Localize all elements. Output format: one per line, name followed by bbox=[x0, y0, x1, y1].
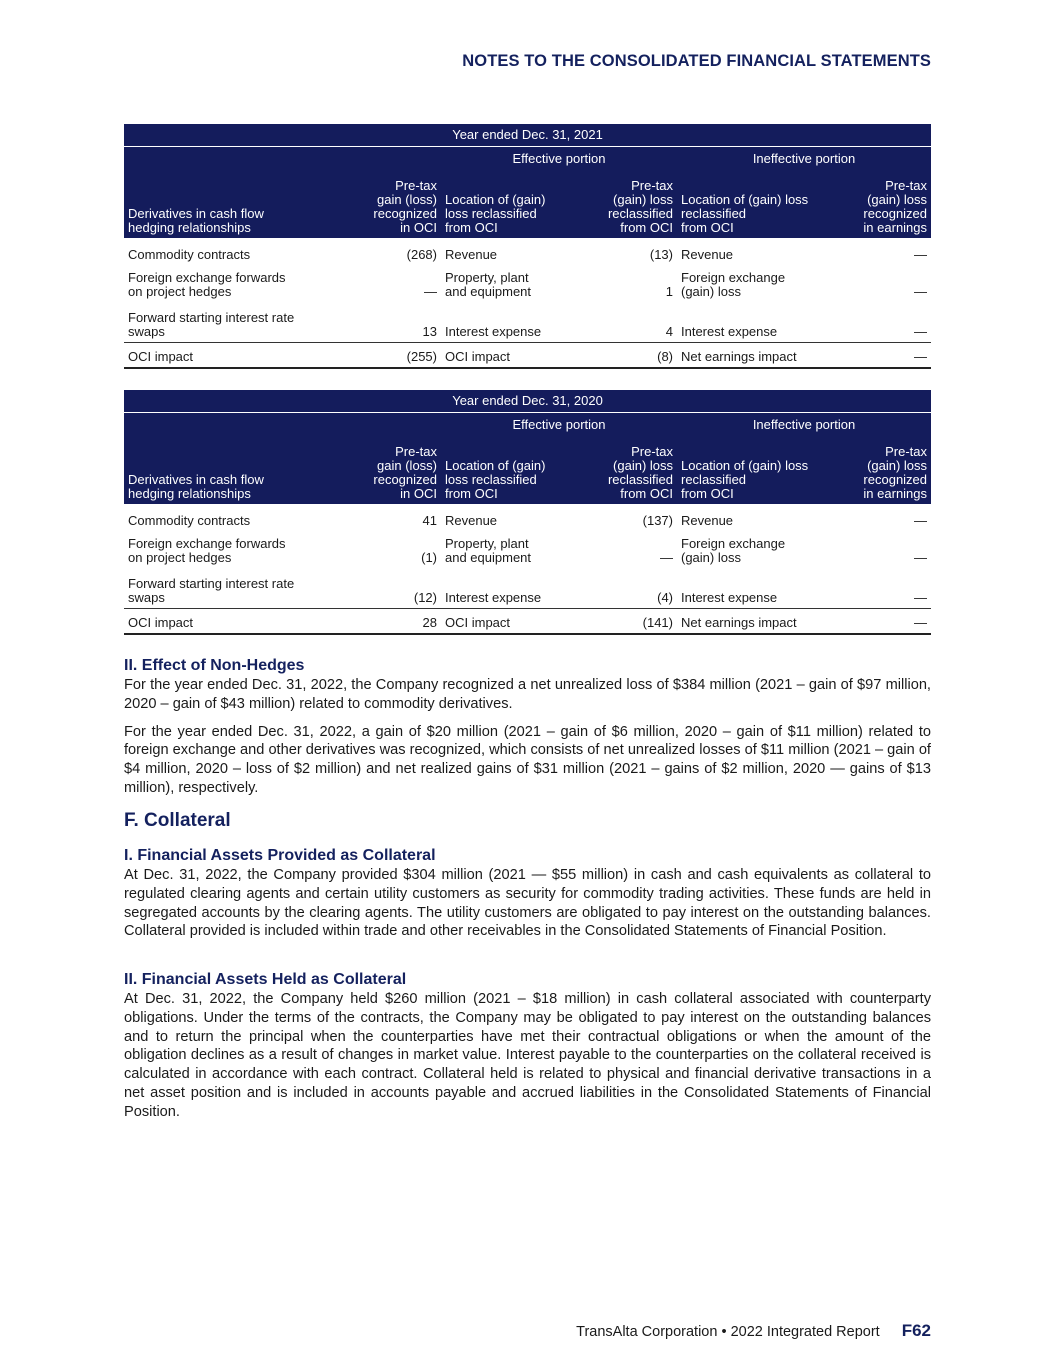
cash-flow-hedge-table-2020 bbox=[124, 390, 931, 635]
table-cell: OCI impact bbox=[124, 342, 360, 368]
table-row bbox=[124, 504, 931, 531]
collateral-provided-paragraph: At Dec. 31, 2022, the Company provided $304 million (2021 — $55 million) in cash and cash equivalents as collateral to regulated clearing agents and certain utility customers as security for commodity trading activities. These funds are held in segregated accounts by the clearing agents. The utility customers are obligated to pay interest on the outstanding balances. Collateral provided is included within trade and other receivables in the Consolidated Statements of Financial Position. bbox=[124, 867, 931, 940]
column-header: Pre-tax (gain) loss reclassified from OCI bbox=[596, 437, 677, 504]
ineffective-portion-label: Ineffective portion bbox=[677, 146, 931, 171]
table-year-label: Year ended Dec. 31, 2021 bbox=[124, 124, 931, 146]
table-cell: — bbox=[914, 323, 928, 339]
non-hedges-paragraph-2: For the year ended Dec. 31, 2022, a gain of $20 million (2021 – gain of $6 million, 2020 – gain of $11 million) related to foreign exchange and other derivatives was recognized, which consists of net unrealized losses of $11 million (2021 – gain of $4 million, 2020 – loss of $2 million) and net realized gains of $31 million (2021 – gains of $2 million, 2020 — gains of $13 million), respectively. bbox=[124, 723, 931, 796]
collateral-held-section bbox=[124, 970, 931, 1131]
effective-portion-label: Effective portion bbox=[441, 412, 677, 437]
table-cell: — bbox=[660, 550, 673, 565]
page-header-title: NOTES TO THE CONSOLIDATED FINANCIAL STATEMENTS bbox=[462, 52, 931, 70]
table-row bbox=[124, 531, 931, 568]
table-cell: (141) bbox=[596, 608, 677, 634]
non-hedges-section bbox=[124, 656, 931, 807]
column-header: Pre-tax gain (loss) recognized in OCI bbox=[360, 171, 441, 238]
table-cell: OCI impact bbox=[441, 608, 596, 634]
table-cell: 41 bbox=[422, 513, 437, 528]
table-cell: (137) bbox=[642, 513, 673, 528]
table-cell: Revenue bbox=[445, 247, 498, 262]
page-number: F62 bbox=[901, 1321, 931, 1340]
collateral-provided-section bbox=[124, 846, 931, 950]
column-header: Location of (gain) loss reclassified from OCI bbox=[677, 437, 845, 504]
table-cell: — bbox=[845, 342, 931, 368]
column-header: Pre-tax (gain) loss recognized in earnings bbox=[845, 171, 931, 238]
table-cell: — bbox=[914, 589, 928, 605]
table-cell: OCI impact bbox=[124, 608, 360, 634]
page-footer bbox=[576, 1321, 931, 1341]
column-header: Location of (gain) loss reclassified from OCI bbox=[677, 171, 845, 238]
table-cell: 4 bbox=[665, 323, 673, 339]
collateral-held-paragraph: At Dec. 31, 2022, the Company held $260 million (2021 – $18 million) in cash collateral associated with counterparty obligations. Under the terms of the contracts, the Company may be obligated to pay interest on the outstanding balances and to return the principal when the counterparties have met their contractual obligations or when the amount of the obligation declines as a result of changes in market value. Interest payable to the counterparties on the collateral received is calculated in accordance with each contract. Collateral held is related to physical and financial derivative transactions in a net asset position and is included in accounts payable and accrued liabilities in the Consolidated Statements of Financial Position. bbox=[124, 991, 931, 1120]
table-cell: 13 bbox=[422, 323, 437, 339]
table-cell: Revenue bbox=[445, 513, 498, 528]
table-row bbox=[124, 238, 931, 265]
column-header: Derivatives in cash flow hedging relationships bbox=[124, 437, 360, 504]
table-cell: Revenue bbox=[681, 247, 734, 262]
table-cell: Foreign exchange forwards on project hedges bbox=[128, 270, 286, 299]
column-header: Derivatives in cash flow hedging relationships bbox=[124, 171, 360, 238]
table-cell: — bbox=[914, 513, 928, 528]
table-cell: Commodity contracts bbox=[128, 513, 251, 528]
table-cell: Foreign exchange (gain) loss bbox=[681, 270, 786, 299]
table-cell: (255) bbox=[360, 342, 441, 368]
table-cell: — bbox=[914, 284, 928, 299]
table-cell: (1) bbox=[421, 550, 437, 565]
hedge-table bbox=[124, 124, 931, 369]
table-row bbox=[124, 265, 931, 302]
table-cell: Property, plant and equipment bbox=[445, 270, 532, 299]
table-total-row bbox=[124, 342, 931, 368]
table-cell: Revenue bbox=[681, 513, 734, 528]
table-cell: Foreign exchange (gain) loss bbox=[681, 536, 786, 565]
table-cell: Net earnings impact bbox=[677, 608, 845, 634]
column-header: Pre-tax gain (loss) recognized in OCI bbox=[360, 437, 441, 504]
table-cell: Interest expense bbox=[681, 589, 778, 605]
table-cell: OCI impact bbox=[441, 342, 596, 368]
table-row bbox=[124, 568, 931, 608]
table-cell: (4) bbox=[657, 589, 673, 605]
table-year-label: Year ended Dec. 31, 2020 bbox=[124, 390, 931, 412]
collateral-provided-heading: I. Financial Assets Provided as Collateral bbox=[124, 847, 436, 864]
ineffective-portion-label: Ineffective portion bbox=[677, 412, 931, 437]
table-total-row bbox=[124, 608, 931, 634]
table-cell: (268) bbox=[406, 247, 437, 262]
collateral-held-heading: II. Financial Assets Held as Collateral bbox=[124, 971, 407, 988]
table-cell: Interest expense bbox=[445, 589, 542, 605]
non-hedges-heading: II. Effect of Non-Hedges bbox=[124, 657, 305, 674]
table-cell: — bbox=[914, 247, 928, 262]
table-cell: Forward starting interest rate swaps bbox=[128, 575, 295, 605]
table-cell: (8) bbox=[596, 342, 677, 368]
column-header: Location of (gain) loss reclassified from OCI bbox=[441, 437, 596, 504]
column-header: Location of (gain) loss reclassified from OCI bbox=[441, 171, 596, 238]
table-row bbox=[124, 302, 931, 342]
table-cell: — bbox=[845, 608, 931, 634]
table-cell: — bbox=[424, 284, 437, 299]
table-cell: Interest expense bbox=[445, 323, 542, 339]
table-cell: Commodity contracts bbox=[128, 247, 251, 262]
column-header: Pre-tax (gain) loss recognized in earnings bbox=[845, 437, 931, 504]
non-hedges-paragraph-1: For the year ended Dec. 31, 2022, the Company recognized a net unrealized loss of $384 million (2021 – gain of $97 million, 2020 – gain of $43 million) related to commodity derivatives. bbox=[124, 677, 931, 712]
hedge-table bbox=[124, 390, 931, 635]
table-cell: (13) bbox=[649, 247, 673, 262]
effective-portion-label: Effective portion bbox=[441, 146, 677, 171]
table-cell: Property, plant and equipment bbox=[445, 536, 532, 565]
table-cell: Forward starting interest rate swaps bbox=[128, 309, 295, 339]
collateral-heading: F. Collateral bbox=[124, 810, 231, 831]
table-cell: Foreign exchange forwards on project hedges bbox=[128, 536, 286, 565]
cash-flow-hedge-table-2021 bbox=[124, 124, 931, 369]
table-cell: Net earnings impact bbox=[677, 342, 845, 368]
table-cell: 28 bbox=[360, 608, 441, 634]
table-cell: Interest expense bbox=[681, 323, 778, 339]
table-cell: 1 bbox=[665, 284, 673, 299]
column-header: Pre-tax (gain) loss reclassified from OCI bbox=[596, 171, 677, 238]
table-cell: — bbox=[914, 550, 928, 565]
table-cell: (12) bbox=[413, 589, 437, 605]
footer-text: TransAlta Corporation • 2022 Integrated Report bbox=[576, 1324, 880, 1340]
